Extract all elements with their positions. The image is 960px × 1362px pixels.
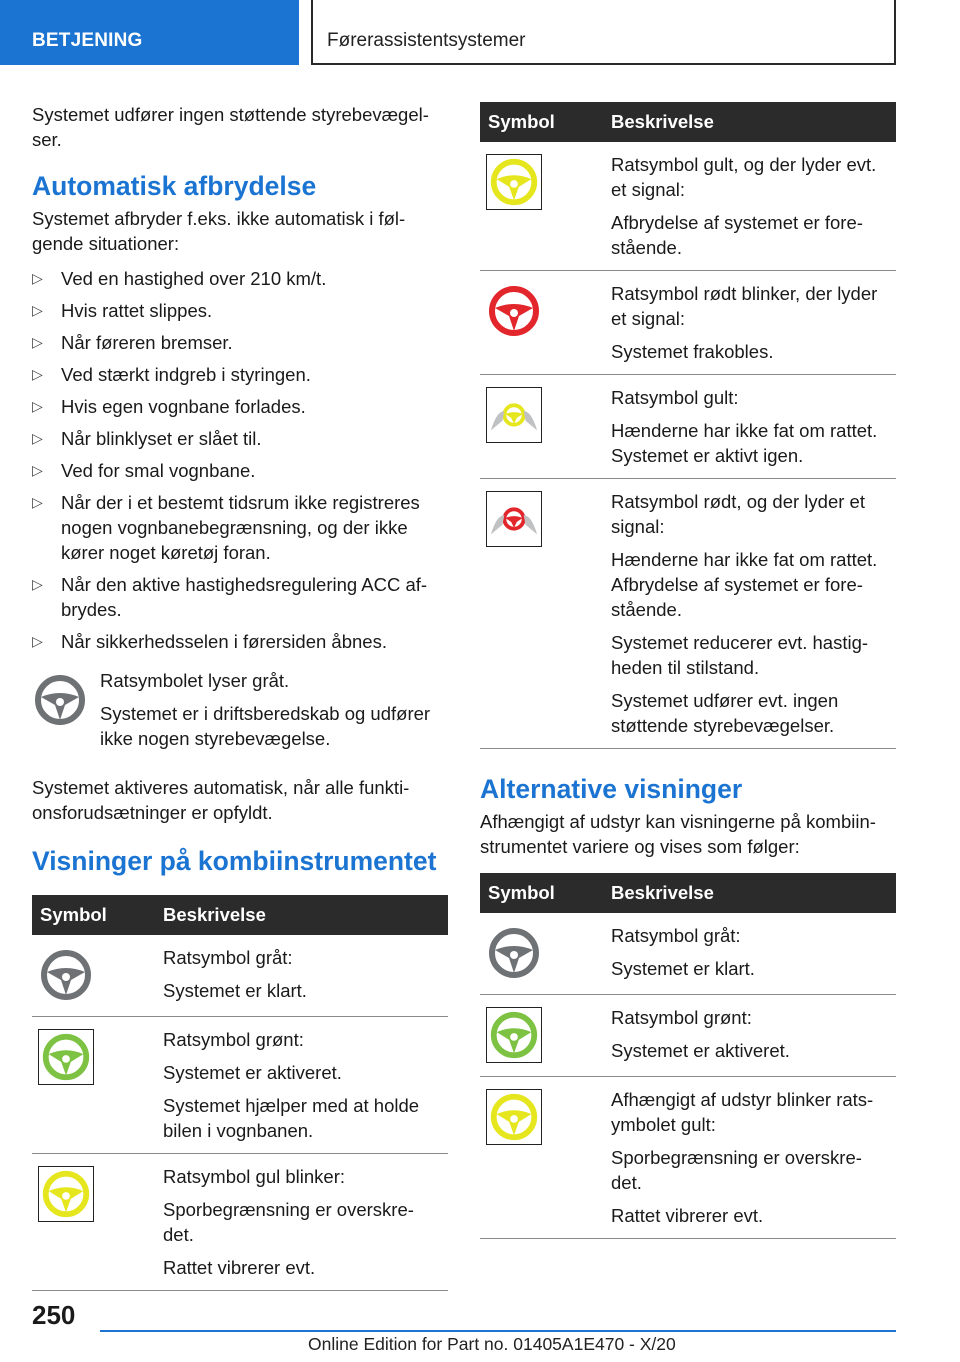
cell-text: Sporbegrænsning er overskre-det. <box>611 1147 862 1193</box>
table-row <box>480 913 896 995</box>
table-row <box>480 271 896 375</box>
triangle-bullet-icon: ▷ <box>32 398 43 414</box>
cell-text: Ratsymbol grønt: <box>611 1007 752 1028</box>
cell-text: Systemet er aktiveret. <box>611 1040 790 1061</box>
table-header <box>480 102 896 142</box>
footer-edition: Online Edition for Part no. 01405A1E470 - X/20 <box>308 1334 676 1354</box>
steering-wheel-red-icon <box>486 283 595 344</box>
cell-text: Ratsymbol gråt: <box>611 925 741 946</box>
cell-text: Ratsymbol grønt: <box>163 1029 304 1050</box>
cell-text: Ratsymbol rødt blinker, der lyder et signal: <box>611 283 878 329</box>
column-header-description: Beskrivelse <box>603 102 896 142</box>
table-header <box>32 895 448 935</box>
note-line: Ratsymbolet lyser gråt. <box>100 670 290 691</box>
list-item: ▷ Ved stærkt indgreb i styringen. <box>32 364 311 385</box>
steering-wheel-hands-yellow-icon <box>486 387 542 443</box>
cell-text: Systemet er klart. <box>163 980 307 1001</box>
list-item: ▷ Hvis rattet slippes. <box>32 300 213 321</box>
table-row <box>32 935 448 1017</box>
cell-text: Systemet frakobles. <box>611 341 774 362</box>
triangle-bullet-icon: ▷ <box>32 576 43 592</box>
list-item: ▷ Når der i et bestemt tidsrum ikke registreres nogen vognbanebegrænsning, og der ikke kører noget køretøj foran. <box>32 492 420 563</box>
right-column <box>480 102 896 1239</box>
list-item: ▷ Når sikkerhedsselen i førersiden åbnes. <box>32 631 387 652</box>
triangle-bullet-icon: ▷ <box>32 270 43 286</box>
cell-text: Systemet er aktiveret. <box>163 1062 342 1083</box>
list-item: ▷ Hvis egen vognbane forlades. <box>32 396 306 417</box>
cell-text: Afbrydelse af systemet er fore-stående. <box>611 212 863 258</box>
steering-wheel-yellow-icon <box>38 1166 94 1222</box>
cell-text: Systemet er klart. <box>611 958 755 979</box>
table-header <box>480 873 896 913</box>
left-column <box>32 102 448 1291</box>
triangle-bullet-icon: ▷ <box>32 430 43 446</box>
gray-wheel-note <box>32 668 448 759</box>
column-header-description: Beskrivelse <box>603 873 896 913</box>
table-row <box>480 995 896 1077</box>
cell-text: Ratsymbol rødt, og der lyder et signal: <box>611 491 865 537</box>
steering-wheel-green-icon <box>38 1029 94 1085</box>
symbol-table-alt <box>480 873 896 1239</box>
column-header-symbol: Symbol <box>32 895 155 935</box>
cell-text: Systemet hjælper med at holde bilen i vognbanen. <box>163 1095 420 1141</box>
cell-text: Ratsymbol gul blinker: <box>163 1166 345 1187</box>
auto-title: Automatisk afbrydelse <box>32 171 317 201</box>
page-number: 250 <box>32 1300 76 1330</box>
situation-list <box>32 266 448 654</box>
alt-text: Afhængigt af udstyr kan visningerne på kombiin-strumentet variere og vises som følger: <box>480 811 876 857</box>
table-row <box>480 1077 896 1239</box>
activation-text: Systemet aktiveres automatisk, når alle funkti-onsforudsætninger er opfyldt. <box>32 777 410 823</box>
list-item: ▷ Når blinklyset er slået til. <box>32 428 262 449</box>
cell-text: Ratsymbol gråt: <box>163 947 293 968</box>
cell-text: Systemet udfører evt. ingen støttende styrebevægelser. <box>611 690 839 736</box>
cell-text: Ratsymbol gult: <box>611 387 739 408</box>
triangle-bullet-icon: ▷ <box>32 366 43 382</box>
cell-text: Rattet vibrerer evt. <box>163 1257 316 1278</box>
cell-text: Afhængigt af udstyr blinker rats-ymbolet gult: <box>611 1089 874 1135</box>
cell-text: Systemet reducerer evt. hastig-heden til stilstand. <box>611 632 869 678</box>
list-item: ▷ Når den aktive hastighedsregulering ACC af-brydes. <box>32 574 428 620</box>
triangle-bullet-icon: ▷ <box>32 494 43 510</box>
table-row <box>480 479 896 749</box>
header-section: BETJENING <box>0 0 299 65</box>
list-item: ▷ Ved en hastighed over 210 km/t. <box>32 268 327 289</box>
list-item: ▷ Når føreren bremser. <box>32 332 233 353</box>
triangle-bullet-icon: ▷ <box>32 302 43 318</box>
cell-text: Rattet vibrerer evt. <box>611 1205 764 1226</box>
table-row <box>32 1154 448 1291</box>
intro-text: Systemet udfører ingen støttende styrebevægel-ser. <box>32 104 429 150</box>
cell-text: Ratsymbol gult, og der lyder evt. et signal: <box>611 154 877 200</box>
steering-wheel-yellow-icon <box>486 1089 542 1145</box>
column-header-symbol: Symbol <box>480 102 603 142</box>
note-line: Systemet er i driftsberedskab og udfører ikke nogen styrebevægelse. <box>100 703 431 749</box>
list-item: ▷ Ved for smal vognbane. <box>32 460 256 481</box>
table-row <box>32 1017 448 1154</box>
triangle-bullet-icon: ▷ <box>32 462 43 478</box>
table-row <box>480 142 896 271</box>
steering-wheel-gray-icon <box>486 925 595 986</box>
table-row <box>480 375 896 479</box>
auto-text: Systemet afbryder f.eks. ikke automatisk i føl-gende situationer: <box>32 208 406 254</box>
steering-wheel-hands-red-icon <box>486 491 542 547</box>
steering-wheel-yellow-icon <box>486 154 542 210</box>
alt-title: Alternative visninger <box>480 774 743 804</box>
cell-text: Hænderne har ikke fat om rattet. Systemet er aktivt igen. <box>611 420 878 466</box>
triangle-bullet-icon: ▷ <box>32 334 43 350</box>
column-header-description: Beskrivelse <box>155 895 448 935</box>
visninger-title: Visninger på kombiinstrumentet <box>32 846 437 876</box>
symbol-table-right <box>480 102 896 749</box>
header-chapter: Førerassistentsystemer <box>311 0 896 65</box>
cell-text: Hænderne har ikke fat om rattet. Afbrydelse af systemet er fore-stående. <box>611 549 878 620</box>
steering-wheel-gray-icon <box>32 668 100 759</box>
triangle-bullet-icon: ▷ <box>32 633 43 649</box>
cell-text: Sporbegrænsning er overskre-det. <box>163 1199 414 1245</box>
column-header-symbol: Symbol <box>480 873 603 913</box>
steering-wheel-green-icon <box>486 1007 542 1063</box>
steering-wheel-gray-icon <box>38 947 147 1008</box>
symbol-table-left <box>32 895 448 1291</box>
footer-divider <box>100 1330 896 1332</box>
